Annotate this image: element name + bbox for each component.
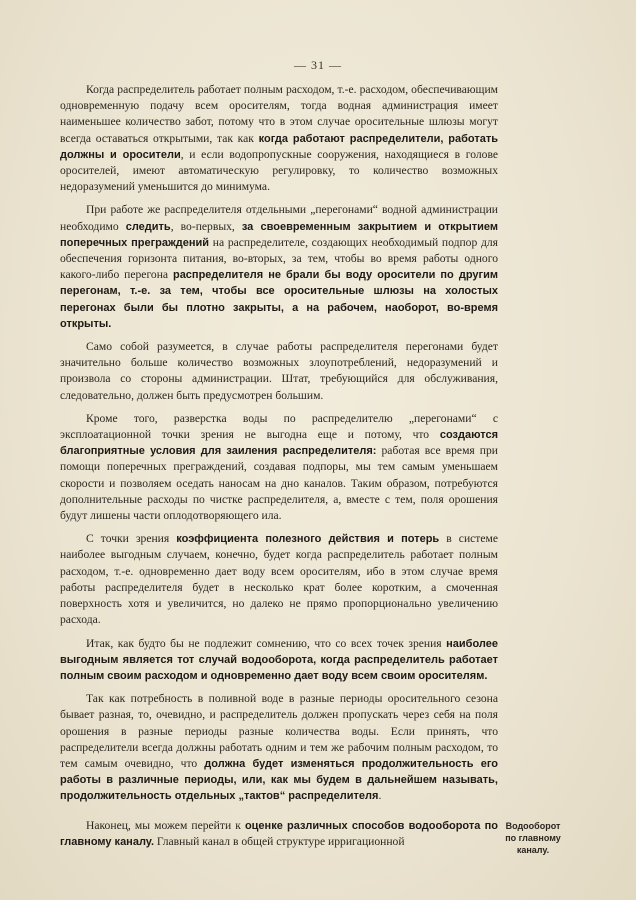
paragraph [60,82,498,195]
paragraph [60,818,498,850]
text-run: Когда распределитель работает полным расходом, т.-е. расходом, обеспечивающим одновременную подачу всем оросителям, тогда водная администрация имеет наименьшее количество забот, потому что в этом случае оросительные шлюзы могут всегда оставаться открытыми, так как [60,83,498,145]
text-run: Итак, как будто бы не подлежит сомнению, что со всех точек зрения [86,636,447,650]
emphasized-text: оценке различных способов водооборота по главному каналу. [60,820,498,849]
text-run: в системе наиболее выгодным случаем, конечно, будет когда распределитель работает полным расходом, т.-е. одновременно дает воду всем оросителям, ибо в этом случае время работы распределителя будет в несколько крат более коротким, а смоченная поверхность хотя и увеличится, но далеко не прямо пропорционально увеличению расхода. [60,532,498,627]
margin-note-line: каналу. [516,845,550,855]
text-run: работая все время при помощи поперечных преграждений, создавая подпоры, мы тем самым уменьшаем скорости и позволяем оседать наносам на дно каналов. Таким образом, потребуются дополнительные расходы по чистке распределителя, а, вместе с тем, поля орошения будут лишены части оплодотворяющего ила. [60,444,498,523]
text-run: Наконец, мы можем перейти к [86,819,245,832]
margin-note-line: по главному [505,833,561,843]
margin-note-line: Водооборот [505,821,561,831]
text-run: Так как потребность в поливной воде в разные периоды оросительного сезона бывает разная, то, очевидно, и распределитель должен пропускать через себя на поля орошения в разные периоды разные количества воды. Если принять, что распределители всегда должны работать одним и тем же рабочим полным расходом, то тем самым очевидно, что [60,692,498,770]
body-text [60,82,498,812]
emphasized-text: когда работают распределители, работать должны и оросители [60,132,498,161]
paragraph [60,691,498,804]
text-run: , и если водопропускные сооружения, находящиеся в голове оросителей, имеют автоматическую регулировку, то количество возможных недоразумений уменьшится до минимума. [60,147,498,194]
page-number: — 31 — [294,58,342,72]
emphasized-text: наиболее выгодным является тот случай водооборота, когда распределитель работает полным своим расходом и одновременно дает воду всем своим оросителям. [60,637,498,682]
emphasized-text: создаются благоприятные условия для заиления распределителя: [60,429,498,458]
margin-note [502,820,564,856]
emphasized-text: за своевременным закрытием и открытием поперечных преграждений [60,220,499,249]
emphasized-text: должна будет изменяться продолжительность его работы в различные периоды, или, как мы будем в дальнейшем называть, продолжительность отдельных „тактов“ распределителя [60,757,498,803]
paragraph [60,411,498,524]
emphasized-text: распределителя не брали бы воду оросители по другим перегонам, т.-е. за тем, чтобы все оросительные шлюзы на холостых перегонах были бы плотно закрыты, а на рабочем, наоборот, во-время открыты. [60,269,498,330]
text-run: Главный канал в общей структуре ирригационной [154,835,405,849]
text-run: на распределителе, создающих необходимый подпор для обеспечения горизонта питания, во-вторых, за тем, чтобы во время работы одного какого-либо перегона [60,235,498,282]
text-run: При работе же распределителя отдельными „перегонами“ водной администрации необходимо [60,203,498,233]
paragraph [60,202,498,332]
final-paragraph [60,818,498,857]
text-run: Само собой разумеется, в случае работы распределителя перегонами будет значительно больше количество возможных злоупотреблений, недоразумений и произвола со стороны администрации. Штат, требующийся для обслуживания, следовательно, должен быть предусмотрен большим. [60,340,498,402]
emphasized-text: коэффициента полезного действия и потерь [176,533,440,546]
paragraph [60,531,498,628]
text-run: , во-первых, [170,219,242,233]
paragraph [60,339,498,404]
emphasized-text: следить [125,220,171,233]
paragraph [60,636,498,685]
text-run: Кроме того, разверстка воды по распределителю „перегонами“ с эксплоатационной точки зрения не выгодна еще и потому, что [60,411,498,442]
text-run: . [378,789,382,803]
text-run: С точки зрения [86,532,177,546]
